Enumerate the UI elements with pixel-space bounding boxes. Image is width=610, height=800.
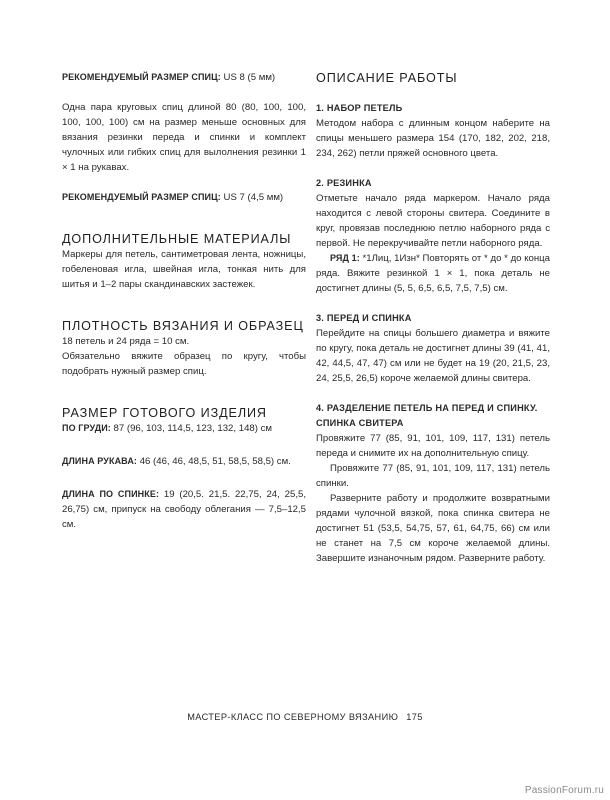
needle-size-line-1 bbox=[62, 70, 306, 85]
gauge-heading: ПЛОТНОСТЬ ВЯЗАНИЯ И ОБРАЗЕЦ bbox=[62, 319, 304, 333]
watermark: PassionForum.ru bbox=[524, 785, 604, 796]
back-length-label: ДЛИНА ПО СПИНКЕ: bbox=[62, 489, 160, 499]
step-4-paragraph-1: Провяжите 77 (85, 91, 101, 109, 117, 131) петель переда и снимите их на дополнительную спицу. bbox=[316, 433, 550, 459]
step-3-title: 3. ПЕРЕД И СПИНКА bbox=[316, 313, 412, 323]
chest-line bbox=[62, 421, 306, 436]
step-2-row-1 bbox=[316, 251, 550, 296]
sleeve-line bbox=[62, 454, 306, 469]
chest-value: 87 (96, 103, 114,5, 123, 132, 148) см bbox=[110, 423, 272, 434]
materials-text: Маркеры для петель, сантиметровая лента, ножницы, гобеленовая игла, швейная игла, тонкая нить для шитья и 1–2 пары скандинавских застежек. bbox=[62, 249, 306, 290]
gauge-line-1: 18 петель и 24 ряда = 10 см. bbox=[62, 336, 190, 347]
needle-size-label-1: РЕКОМЕНДУЕМЫЙ РАЗМЕР СПИЦ: bbox=[62, 72, 221, 82]
back-length-value: 19 (20,5. 21,5. 22,75, 24, 25,5, 26,75) см, припуск на свободу облегания — 7,5–12,5 см. bbox=[62, 489, 306, 530]
sleeve-value: 46 (46, 46, 48,5, 51, 58,5, 58,5) см. bbox=[137, 456, 291, 467]
step-2-title: 2. РЕЗИНКА bbox=[316, 178, 372, 188]
sleeve-label: ДЛИНА РУКАВА: bbox=[62, 456, 138, 466]
back-length-line bbox=[62, 487, 306, 532]
needle-size-value-2: US 7 (4,5 мм) bbox=[220, 192, 284, 203]
row-1-label: РЯД 1: bbox=[330, 253, 360, 263]
needle-size-value-1: US 8 (5 мм) bbox=[220, 72, 276, 83]
step-3-text: Перейдите на спицы большего диаметра и вяжите по кругу, пока деталь не достигнет длины 39 (41, 41, 42, 44,5, 47, 47) см или не будет на 19 (20, 21,5, 23, 24, 25,5, 26,5) короче желаемой длины свитера. bbox=[316, 328, 550, 384]
needle-size-label-2: РЕКОМЕНДУЕМЫЙ РАЗМЕР СПИЦ: bbox=[62, 192, 221, 202]
footer-title: МАСТЕР-КЛАСС ПО СЕВЕРНОМУ ВЯЗАНИЮ bbox=[187, 712, 399, 722]
materials-heading: ДОПОЛНИТЕЛЬНЫЕ МАТЕРИАЛЫ bbox=[62, 232, 292, 246]
gauge-line-2: Обязательно вяжите образец по кругу, чтобы подобрать нужный размер спиц. bbox=[62, 351, 306, 377]
page-footer bbox=[0, 712, 610, 722]
work-description-heading: ОПИСАНИЕ РАБОТЫ bbox=[316, 71, 458, 85]
step-4-subtitle: СПИНКА СВИТЕРА bbox=[316, 418, 404, 428]
page-number: 175 bbox=[406, 712, 423, 722]
size-heading: РАЗМЕР ГОТОВОГО ИЗДЕЛИЯ bbox=[62, 406, 267, 420]
step-4-paragraph-3: Разверните работу и продолжите возвратными рядами чулочной вязкой, пока спинка свитера не достигнет 51 (53,5, 54,75, 57, 61, 64,75, 66) см или не станет на 7,5 см короче желаемой длины. Завершите изнаночным рядом. Разверните работу. bbox=[316, 493, 550, 564]
row-1-text: *1Лиц, 1Изн* Повторять от * до * до конца ряда. Вяжите резинкой 1 × 1, пока деталь не достигнет длины (5, 5, 6,5, 6,5, 7,5, 7,5) см. bbox=[316, 253, 551, 294]
step-4-paragraph-2: Провяжите 77 (85, 91, 101, 109, 117, 131) петель спинки. bbox=[316, 463, 550, 489]
step-4-title: 4. РАЗДЕЛЕНИЕ ПЕТЕЛЬ НА ПЕРЕД И СПИНКУ. bbox=[316, 403, 538, 413]
needle-description: Одна пара круговых спиц длиной 80 (80, 100, 100, 100, 100, 100) см на размер меньше основных для вязания резинки переда и спинки и комплект чулочных или гибких спиц для вылолнения резинки 1 × 1 на рукавах. bbox=[62, 102, 306, 173]
chest-label: ПО ГРУДИ: bbox=[62, 423, 111, 433]
left-column bbox=[62, 70, 306, 532]
step-2-text: Отметьте начало ряда маркером. Начало ряда находится с левой стороны свитера. Соедините в круг, провязав последнюю петлю наборного ряда с первой. Не перекручивайте петли наборного ряда. bbox=[316, 193, 550, 249]
right-column bbox=[316, 70, 550, 566]
needle-size-line-2 bbox=[62, 190, 306, 205]
step-1-title: 1. НАБОР ПЕТЕЛЬ bbox=[316, 103, 403, 113]
step-1-text: Методом набора с длинным концом наберите на спицы меньшего размера 154 (170, 182, 202, 218, 234, 262) петли пряжей основного цвета. bbox=[316, 118, 550, 159]
